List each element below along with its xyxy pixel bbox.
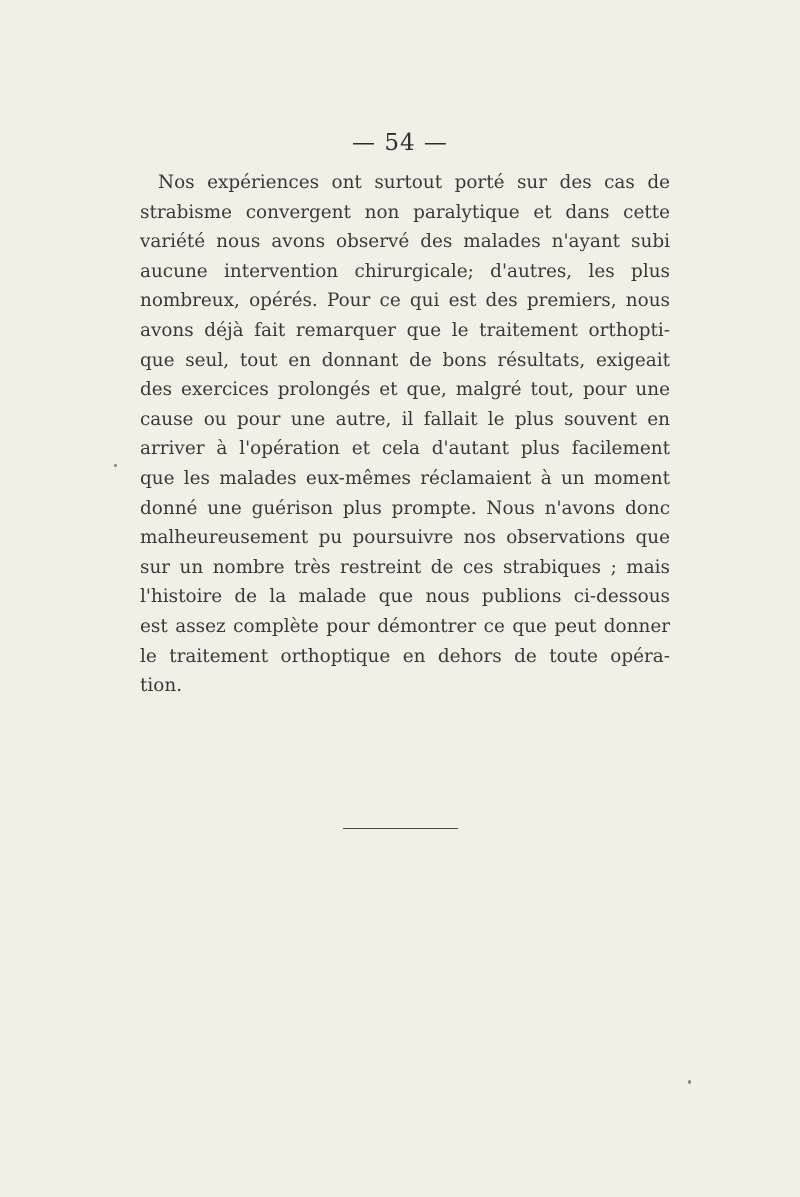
paper-speck [114,464,117,467]
text-line: Nos expériences ont surtout porté sur des cas de [158,172,670,193]
text-line: avons déjà fait remarquer que le traitement orthopti- [140,319,670,341]
text-line: aucune intervention chirurgicale; d'autres, les plus [140,260,670,282]
text-line: l'histoire de la malade que nous publions ci-dessous [140,586,670,608]
text-line: que les malades eux-mêmes réclamaient à un moment [140,467,670,489]
text-line: des exercices prolongés et que, malgré tout, pour une [140,379,670,401]
text-line: arriver à l'opération et cela d'autant plus facilement [140,438,670,460]
body-paragraph [140,168,670,701]
text-line: strabisme convergent non paralytique et dans cette [140,201,670,223]
text-line: est assez complète pour démontrer ce que peut donner [140,615,670,637]
text-line: donné une guérison plus prompte. Nous n'avons donc [140,497,670,519]
text-line: cause ou pour une autre, il fallait le plus souvent en [140,408,670,430]
text-line: nombreux, opérés. Pour ce qui est des premiers, nous [140,290,670,312]
page-number: — 54 — [352,130,448,156]
text-line: malheureusement pu poursuivre nos observations que [140,527,670,549]
text-line: variété nous avons observé des malades n'ayant subi [140,231,670,253]
text-line: sur un nombre très restreint de ces strabiques ; mais [140,556,670,578]
section-divider [343,828,458,829]
text-line: tion. [140,675,183,697]
text-line: que seul, tout en donnant de bons résultats, exigeait [140,349,670,371]
paper-speck [688,1080,691,1084]
text-line: le traitement orthoptique en dehors de toute opéra- [140,645,670,667]
